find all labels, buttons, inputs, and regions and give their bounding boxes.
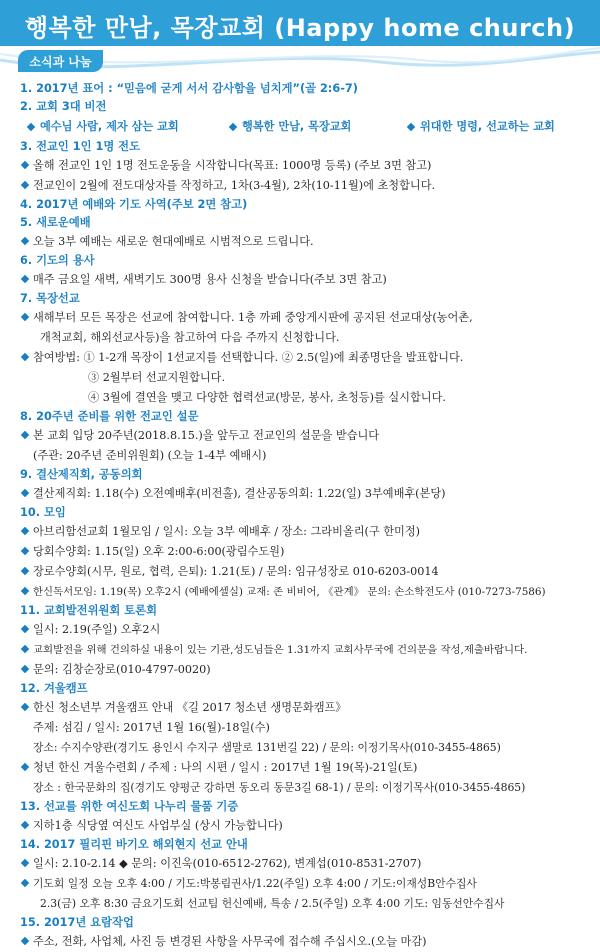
diamond-bullet-icon <box>21 821 29 829</box>
list-item: 지하1층 식당옆 여신도 사업부실 (상시 가능합니다) <box>0 816 600 836</box>
diamond-bullet-icon <box>21 161 29 169</box>
diamond-bullet-icon <box>21 703 29 711</box>
item-heading: 7. 목장선교 <box>20 292 80 305</box>
diamond-bullet-icon <box>21 665 29 673</box>
list-item: 결산제직회: 1.18(수) 오전예배후(비전홀), 결산공동의회: 1.22(일) 3부예배후(본당) <box>0 484 600 504</box>
announcements <box>0 80 600 952</box>
item-heading: 14. 2017 필리핀 바기오 해외현지 선교 안내 <box>20 838 248 851</box>
list-item: 장로수양회(시무, 원로, 협력, 은퇴): 1.21(토) / 문의: 임규성장로 010-6203-0014 <box>0 562 600 582</box>
list-item: 한신 청소년부 겨울캠프 안내 《길 2017 청소년 생명문화캠프》 <box>0 698 600 718</box>
item-heading: 6. 기도의 용사 <box>20 254 95 267</box>
item-heading: 11. 교회발전위원회 토론회 <box>20 604 158 617</box>
list-item-continued: (주관: 20주년 준비위원회) (오늘 1-4부 예배시) <box>33 449 267 462</box>
list-item-continued: 주제: 섬김 / 일시: 2017년 1월 16(월)-18일(수) <box>33 721 270 734</box>
list-item: 새해부터 모든 목장은 선교에 참여합니다. 1층 까페 중앙게시판에 공지된 선교대상(농어촌, <box>0 308 600 328</box>
diamond-bullet-icon <box>21 625 29 633</box>
list-item-continued: ③ 2월부터 선교지원합니다. <box>88 371 226 384</box>
page-title: 행복한 만남, 목장교회 (Happy home church) <box>24 14 576 42</box>
diamond-bullet-icon <box>407 123 415 131</box>
item-heading: 3. 전교인 1인 1명 전도 <box>20 140 140 153</box>
list-item: 주소, 전화, 사업체, 사진 등 변경된 사항을 사무국에 접수해 주십시오.(오늘 마감) <box>0 932 600 952</box>
diamond-bullet-icon <box>21 645 29 653</box>
list-item: 청년 한신 겨울수련회 / 주제 : 나의 시편 / 일시 : 2017년 1월 19(목)-21일(토) <box>0 758 600 778</box>
item-heading: 1. 2017년 표어 : “믿음에 굳게 서서 감사함을 넘치게”(골 2:6-7) <box>20 82 358 95</box>
diamond-bullet-icon <box>21 313 29 321</box>
list-item: 문의: 김창순장로(010-4797-0020) <box>0 660 600 680</box>
list-item: 한신독서모임: 1.19(목) 오후2시 (예배에셀실) 교재: 존 비비어, 《관계》 문의: 손소학전도사 (010-7273-7586) <box>0 582 600 602</box>
list-item-continued: 장소: 수지수양관(경기도 용인시 수지구 샘말로 131번길 22) / 문의: 이정기목사(010-3455-4865) <box>33 741 501 754</box>
list-item: 본 교회 입당 20주년(2018.8.15.)을 앞두고 전교인의 설문을 받습니다 <box>0 426 600 446</box>
item-heading: 13. 선교를 위한 여신도회 나누리 물품 기증 <box>20 800 239 813</box>
vision-item: 위대한 명령, 선교하는 교회 <box>420 116 555 138</box>
list-item: 참여방법: ① 1-2개 목장이 1선교지를 선택합니다. ② 2.5(일)에 최종명단을 발표합니다. <box>0 348 600 368</box>
item-heading: 4. 2017년 예배와 기도 사역(주보 2면 참고) <box>20 198 248 211</box>
diamond-bullet-icon <box>21 879 29 887</box>
list-item: 아브리함선교회 1월모임 / 일시: 오늘 3부 예배후 / 장소: 그라비올리(구 한미정) <box>0 522 600 542</box>
list-item-continued: 2.3(금) 오후 8:30 금요기도회 선교팀 헌신예배, 특송 / 2.5(주일) 오후 4:00 기도: 임동선안수집사 <box>40 897 505 910</box>
list-item: 교회발전을 위해 건의하실 내용이 있는 기관,성도님들은 1.31까지 교회사무국에 건의문을 작성,제출바랍니다. <box>0 640 600 660</box>
list-item-continued: 개척교회, 해외선교사등)을 참고하여 다음 주까지 신청합니다. <box>40 331 340 344</box>
list-item: 전교인이 2월에 전도대상자를 작정하고, 1차(3-4월), 2차(10-11월)에 초청합니다. <box>0 176 600 196</box>
vision-row <box>0 116 600 138</box>
diamond-bullet-icon <box>21 587 29 595</box>
list-item: 일시: 2.10-2.14 ◆ 문의: 이진욱(010-6512-2762), 변계섭(010-8531-2707) <box>0 854 600 874</box>
list-item: 매주 금요일 새벽, 새벽기도 300명 용사 신청을 받습니다(주보 3면 참고) <box>0 270 600 290</box>
diamond-bullet-icon <box>229 123 237 131</box>
diamond-bullet-icon <box>21 527 29 535</box>
list-item: 오늘 3부 예배는 새로운 현대예배로 시범적으로 드립니다. <box>0 232 600 252</box>
item-heading: 5. 새로운예배 <box>20 216 91 229</box>
diamond-bullet-icon <box>27 123 35 131</box>
list-item: 기도회 일정 오늘 오후 4:00 / 기도:박봉림권사/1.22(주일) 오후 4:00 / 기도:이재성B안수집사 <box>0 874 600 894</box>
list-item: 당회수양회: 1.15(일) 오후 2:00-6:00(광림수도원) <box>0 542 600 562</box>
diamond-bullet-icon <box>21 489 29 497</box>
item-heading: 10. 모임 <box>20 506 66 519</box>
diamond-bullet-icon <box>21 353 29 361</box>
item-heading: 9. 결산제직회, 공동의회 <box>20 468 143 481</box>
item-heading: 8. 20주년 준비를 위한 전교인 설문 <box>20 410 199 423</box>
section-tab-label: 소식과 나눔 <box>29 55 92 69</box>
diamond-bullet-icon <box>21 567 29 575</box>
diamond-bullet-icon <box>21 275 29 283</box>
vision-item: 예수님 사람, 제자 삼는 교회 <box>40 116 179 138</box>
list-item-continued: ④ 3월에 결연을 맺고 다양한 협력선교(방문, 봉사, 초청등)를 실시합니다. <box>88 391 446 404</box>
list-item-continued: 장소 : 한국문화의 집(경기도 양평군 강하면 동오리 동문3길 68-1) / 문의: 이정기목사(010-3455-4865) <box>33 781 526 794</box>
item-heading: 2. 교회 3대 비전 <box>20 100 107 113</box>
list-item: 올해 전교인 1인 1명 전도운동을 시작합니다(목표: 1000명 등록) (주보 3면 참고) <box>0 156 600 176</box>
diamond-bullet-icon <box>21 237 29 245</box>
list-item: 일시: 2.19(주일) 오후2시 <box>0 620 600 640</box>
item-heading: 15. 2017년 요람작업 <box>20 916 134 929</box>
vision-item: 행복한 만남, 목장교회 <box>242 116 351 138</box>
header-banner <box>0 0 600 46</box>
diamond-bullet-icon <box>21 763 29 771</box>
diamond-bullet-icon <box>21 859 29 867</box>
diamond-bullet-icon <box>21 181 29 189</box>
diamond-bullet-icon <box>21 547 29 555</box>
diamond-bullet-icon <box>21 431 29 439</box>
item-heading: 12. 겨울캠프 <box>20 682 88 695</box>
section-tab <box>18 50 103 72</box>
diamond-bullet-icon <box>21 937 29 945</box>
